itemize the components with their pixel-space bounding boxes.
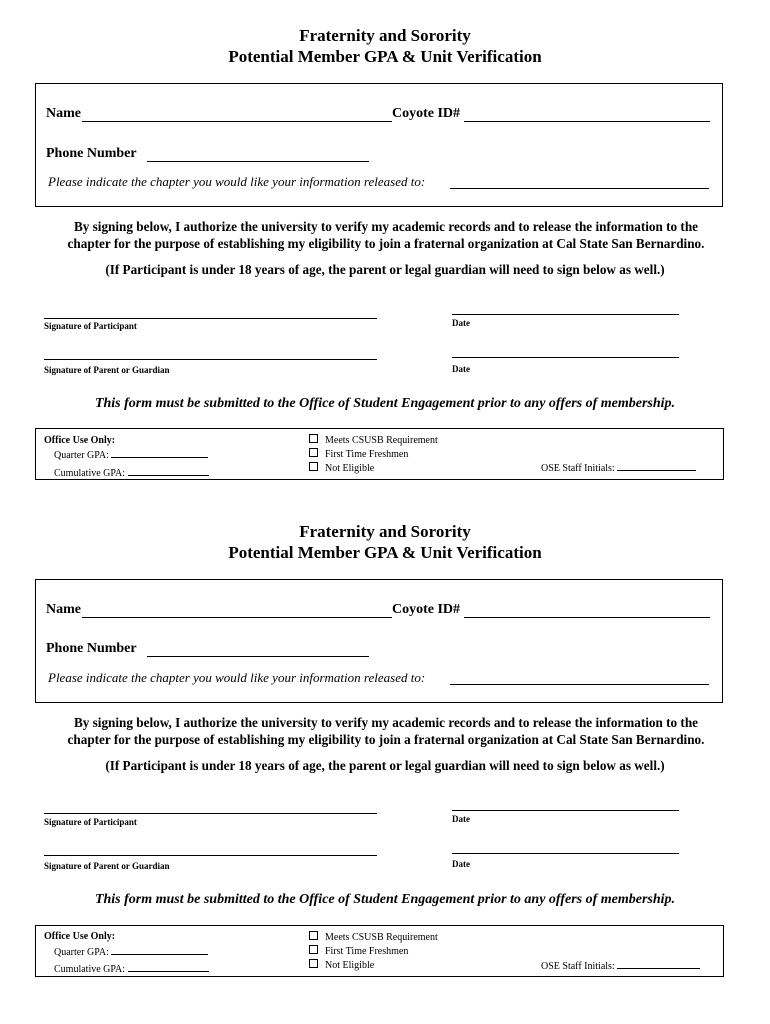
- cumulative-gpa-row: [54, 467, 209, 479]
- minor-note: (If Participant is under 18 years of age, the parent or legal guardian will need to sign below as well.): [105, 262, 665, 277]
- ose-initials-label: OSE Staff Initials:: [541, 961, 615, 972]
- office-use-label: Office Use Only:: [44, 931, 116, 942]
- parent-signature-field[interactable]: [44, 855, 377, 856]
- parent-date-label: Date: [452, 364, 470, 374]
- quarter-gpa-label: Quarter GPA:: [54, 947, 109, 958]
- name-label: Name: [46, 602, 81, 617]
- form-title: [0, 25, 770, 67]
- participant-signature-field[interactable]: [44, 813, 377, 814]
- submission-note: This form must be submitted to the Office of Student Engagement prior to any offers of membership.: [94, 396, 676, 411]
- ose-initials-row: [541, 960, 700, 972]
- first-time-freshmen-checkbox[interactable]: [309, 448, 318, 457]
- office-use-label: Office Use Only:: [44, 435, 116, 446]
- ose-initials-label: OSE Staff Initials:: [541, 463, 615, 474]
- submission-note: This form must be submitted to the Office of Student Engagement prior to any offers of membership.: [94, 892, 676, 907]
- participant-signature-field[interactable]: [44, 318, 377, 319]
- quarter-gpa-field[interactable]: [111, 946, 208, 955]
- verification-form-1: [0, 0, 770, 500]
- first-time-freshmen-checkbox[interactable]: [309, 945, 318, 954]
- authorization-text: [30, 714, 742, 748]
- verification-form-2: [0, 496, 770, 996]
- cumulative-gpa-row: [54, 963, 209, 975]
- not-eligible-checkbox[interactable]: [309, 959, 318, 968]
- chapter-field[interactable]: [450, 684, 709, 685]
- authorization-line-1: By signing below, I authorize the university to verify my academic records and to release the information to the: [73, 219, 699, 234]
- coyote-id-label: Coyote ID#: [392, 602, 461, 617]
- authorization-text: [30, 218, 742, 252]
- participant-signature-label: Signature of Participant: [44, 321, 137, 331]
- first-time-freshmen-label: First Time Freshmen: [325, 449, 409, 460]
- coyote-id-field[interactable]: [464, 617, 710, 618]
- chapter-prompt: Please indicate the chapter you would like your information released to:: [48, 670, 426, 685]
- name-label: Name: [46, 106, 81, 121]
- authorization-line-2: chapter for the purpose of establishing my eligibility to join a fraternal organization at Cal State San Bernardino.: [67, 236, 705, 251]
- form-title: [0, 521, 770, 563]
- quarter-gpa-field[interactable]: [111, 449, 208, 458]
- parent-date-field[interactable]: [452, 357, 679, 358]
- title-line-2: Potential Member GPA & Unit Verification: [228, 47, 542, 66]
- meets-requirement-label: Meets CSUSB Requirement: [325, 932, 438, 943]
- quarter-gpa-row: [54, 946, 208, 958]
- meets-requirement-label: Meets CSUSB Requirement: [325, 435, 438, 446]
- first-time-freshmen-label: First Time Freshmen: [325, 946, 409, 957]
- phone-field[interactable]: [147, 161, 369, 162]
- parent-signature-label: Signature of Parent or Guardian: [44, 365, 170, 375]
- participant-date-label: Date: [452, 318, 470, 328]
- participant-date-field[interactable]: [452, 314, 679, 315]
- meets-requirement-checkbox[interactable]: [309, 434, 318, 443]
- phone-label: Phone Number: [46, 641, 137, 656]
- not-eligible-label: Not Eligible: [325, 960, 375, 971]
- cumulative-gpa-label: Cumulative GPA:: [54, 964, 126, 975]
- participant-date-label: Date: [452, 814, 470, 824]
- parent-date-field[interactable]: [452, 853, 679, 854]
- chapter-field[interactable]: [450, 188, 709, 189]
- quarter-gpa-row: [54, 449, 208, 461]
- quarter-gpa-label: Quarter GPA:: [54, 450, 109, 461]
- title-line-2: Potential Member GPA & Unit Verification: [228, 543, 542, 562]
- minor-note: (If Participant is under 18 years of age, the parent or legal guardian will need to sign below as well.): [105, 758, 665, 773]
- ose-initials-row: [541, 462, 696, 474]
- cumulative-gpa-field[interactable]: [128, 963, 209, 972]
- cumulative-gpa-label: Cumulative GPA:: [54, 468, 126, 479]
- participant-date-field[interactable]: [452, 810, 679, 811]
- not-eligible-label: Not Eligible: [325, 463, 375, 474]
- coyote-id-label: Coyote ID#: [392, 106, 461, 121]
- phone-label: Phone Number: [46, 146, 137, 161]
- meets-requirement-checkbox[interactable]: [309, 931, 318, 940]
- coyote-id-field[interactable]: [464, 121, 710, 122]
- parent-signature-field[interactable]: [44, 359, 377, 360]
- cumulative-gpa-field[interactable]: [128, 467, 209, 476]
- name-field[interactable]: [82, 121, 392, 122]
- not-eligible-checkbox[interactable]: [309, 462, 318, 471]
- title-line-1: Fraternity and Sorority: [299, 26, 471, 45]
- parent-signature-label: Signature of Parent or Guardian: [44, 861, 170, 871]
- name-field[interactable]: [82, 617, 392, 618]
- chapter-prompt: Please indicate the chapter you would like your information released to:: [48, 174, 426, 189]
- authorization-line-2: chapter for the purpose of establishing my eligibility to join a fraternal organization at Cal State San Bernardino.: [67, 732, 705, 747]
- participant-signature-label: Signature of Participant: [44, 817, 137, 827]
- phone-field[interactable]: [147, 656, 369, 657]
- ose-initials-field[interactable]: [617, 960, 700, 969]
- ose-initials-field[interactable]: [617, 462, 696, 471]
- authorization-line-1: By signing below, I authorize the university to verify my academic records and to release the information to the: [73, 715, 699, 730]
- title-line-1: Fraternity and Sorority: [299, 522, 471, 541]
- parent-date-label: Date: [452, 859, 470, 869]
